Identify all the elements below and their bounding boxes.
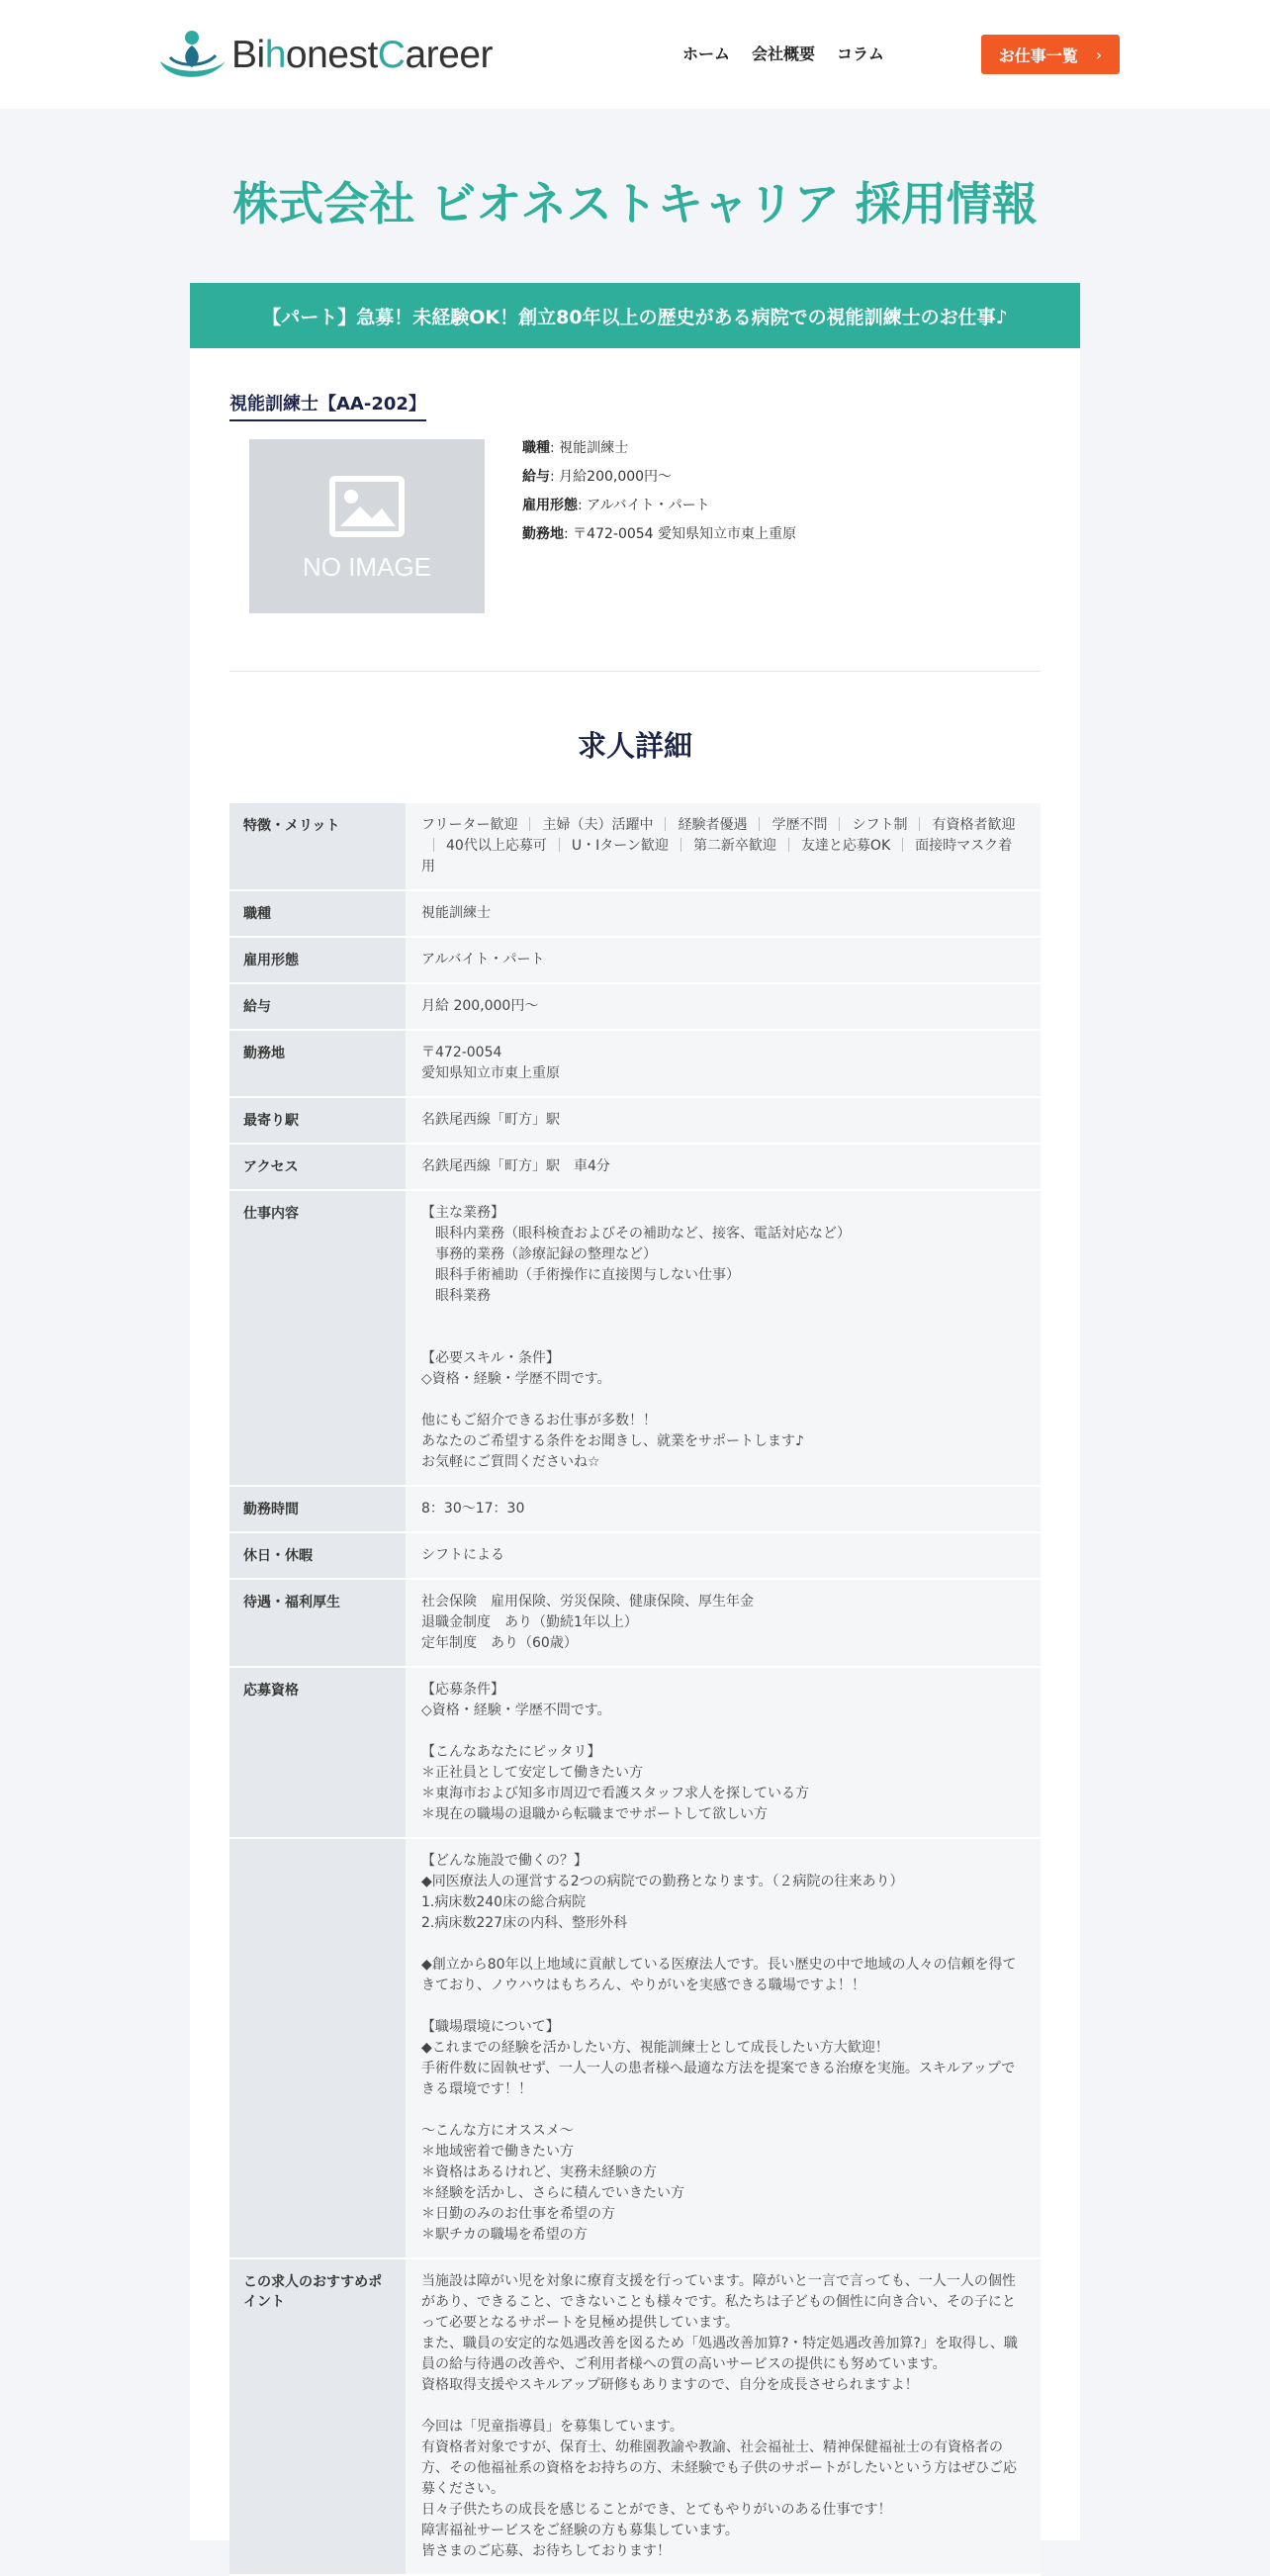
- detail-row: [229, 937, 1041, 983]
- detail-row: [229, 1532, 1041, 1579]
- merit-tag: 学歴不問: [771, 817, 852, 833]
- detail-label: 勤務地: [229, 1030, 406, 1097]
- detail-value: [406, 803, 1041, 890]
- summary-salary: 給与: 月給200,000円〜: [522, 469, 673, 485]
- detail-value: アルバイト・パート: [406, 937, 1041, 983]
- detail-row: [229, 1097, 1041, 1144]
- job-card: [190, 283, 1080, 2559]
- nav-column[interactable]: コラム: [837, 45, 884, 63]
- summary-job-type: 職種: 視能訓練士: [522, 440, 629, 456]
- detail-title: 求人詳細: [577, 729, 692, 763]
- detail-row: [229, 1579, 1041, 1667]
- merit-tag: 友達と応募OK: [801, 838, 915, 854]
- main-nav: [682, 42, 884, 64]
- detail-label: 勤務時間: [229, 1486, 406, 1532]
- merit-tag: フリーター歓迎: [421, 817, 542, 833]
- logo-mark-icon: [156, 28, 227, 83]
- detail-value: 名鉄尾西線「町方」駅 車4分: [406, 1144, 1041, 1190]
- site-header: [0, 0, 1270, 109]
- detail-row: [229, 1838, 1041, 2258]
- merit-tag: 有資格者歓迎: [421, 817, 1015, 854]
- merit-tag: 経験者優遇: [678, 817, 771, 833]
- detail-label: 休日・休暇: [229, 1532, 406, 1579]
- detail-value: 〒472-0054 愛知県知立市東上重原: [406, 1030, 1041, 1097]
- chevron-right-icon: ›: [1095, 45, 1103, 64]
- detail-value: シフトによる: [406, 1532, 1041, 1579]
- merit-tag: 面接時マスク着用: [421, 838, 1013, 874]
- nav-company[interactable]: 会社概要: [752, 45, 816, 63]
- detail-label: 最寄り駅: [229, 1097, 406, 1144]
- detail-row: [229, 983, 1041, 1030]
- detail-label: この求人のおすすめポイント: [229, 2258, 406, 2575]
- job-list-button-label: お仕事一覧: [998, 46, 1078, 65]
- detail-label: 応募資格: [229, 1667, 406, 1838]
- site-logo[interactable]: [156, 28, 498, 83]
- detail-label: 職種: [229, 890, 406, 937]
- detail-value: 月給 200,000円〜: [406, 983, 1041, 1030]
- detail-label: アクセス: [229, 1144, 406, 1190]
- detail-row: [229, 803, 1041, 890]
- nav-home[interactable]: ホーム: [682, 45, 731, 63]
- job-banner[interactable]: 【パート】急募！未経験OK！創立80年以上の歴史がある病院での視能訓練士のお仕事♪: [190, 283, 1080, 348]
- detail-label: 待遇・福利厚生: [229, 1579, 406, 1667]
- merit-tag: 第二新卒歓迎: [693, 838, 801, 854]
- job-summary: [522, 437, 796, 552]
- merit-tag: 主婦（夫）活躍中: [542, 817, 678, 833]
- detail-row: [229, 890, 1041, 937]
- detail-value: 当施設は障がい児を対象に療育支援を行っています。障がいと一言で言っても、一人一人の個性があり、できること、できないことも様々です。私たちは子どもの個性に向き合い、その子にとって必要となるサポートを見極め提供しています。 また、職員の安定的な処遇改善を図るため「処遇改善加算?・特定処遇改善加算?」を取得し、職員の給与待遇の改善や、ご利用者様への質の高いサービスの提供にも努めています。 資格取得支援やスキルアップ研修もありますので、自分を成長させられますよ！ 今回は「児童指導員」を募集しています。 有資格者対象ですが、保育士、幼稚園教諭や教諭、社会福祉士、精神保健福祉士の有資格者の方、その他福祉系の資格をお持ちの方、未経験でも子供のサポートがしたいという方はぜひご応募ください。 日々子供たちの成長を感じることができ、とてもやりがいのある仕事です！ 障害福祉サービスをご経験の方も募集しています。 皆さまのご応募、お待ちしております！: [406, 2258, 1041, 2575]
- job-list-button[interactable]: [981, 35, 1120, 74]
- detail-value: 【主な業務】 眼科内業務（眼科検査およびその補助など、接客、電話対応など） 事務的業務（診療記録の整理など） 眼科手術補助（手術操作に直接関与しない仕事） 眼科業務 【必要スキル・条件】 ◇資格・経験・学歴不問です。 他にもご紹介できるお仕事が多数！！ あなたのご希望する条件をお聞きし、就業をサポートします♪ お気軽にご質問くださいね☆: [406, 1190, 1041, 1486]
- image-placeholder-icon: [249, 439, 485, 613]
- merit-tag: U・Iターン歓迎: [572, 838, 693, 854]
- page-title: 株式会社 ビオネストキャリア 採用情報: [232, 177, 1038, 230]
- summary-location: 勤務地: 〒472-0054 愛知県知立市東上重原: [522, 526, 797, 542]
- no-image-placeholder: [249, 439, 485, 613]
- detail-row: [229, 1144, 1041, 1190]
- divider: [229, 671, 1041, 672]
- merit-tags: [421, 817, 1015, 874]
- logo-wordmark: BihonestCareer: [231, 34, 494, 76]
- detail-row: [229, 1486, 1041, 1532]
- merit-tag: 40代以上応募可: [446, 838, 572, 854]
- detail-value: 8：30～17：30: [406, 1486, 1041, 1532]
- detail-row: [229, 1190, 1041, 1486]
- detail-label: 雇用形態: [229, 937, 406, 983]
- detail-value: 名鉄尾西線「町方」駅: [406, 1097, 1041, 1144]
- detail-label: 給与: [229, 983, 406, 1030]
- detail-row: [229, 2258, 1041, 2575]
- job-code: 視能訓練士【AA-202】: [229, 390, 426, 421]
- job-detail-table: [229, 803, 1041, 2576]
- detail-label: 特徴・メリット: [229, 803, 406, 890]
- detail-value: 視能訓練士: [406, 890, 1041, 937]
- detail-value: 【どんな施設で働くの？】 ◆同医療法人の運営する2つの病院での勤務となります。（２病院の往来あり） 1.病床数240床の総合病院 2.病床数227床の内科、整形外科 ◆創立から80年以上地域に貢献している医療法人です。長い歴史の中で地域の人々の信頼を得てきており、ノウハウはもちろん、やりがいを実感できる職場ですよ！！ 【職場環境について】 ◆これまでの経験を活かしたい方、視能訓練士として成長したい方大歓迎！ 手術件数に固執せず、一人一人の患者様へ最適な方法を提案できる治療を実施。スキルアップできる環境です！！ ～こんな方にオススメ～ ＊地域密着で働きたい方 ＊資格はあるけれど、実務未経験の方 ＊経験を活かし、さらに積んでいきたい方 ＊日勤のみのお仕事を希望の方 ＊駅チカの職場を希望の方: [406, 1838, 1041, 2258]
- summary-employment-type: 雇用形態: アルバイト・パート: [522, 498, 710, 513]
- no-image-text: NO IMAGE: [302, 552, 432, 582]
- detail-value: 社会保険 雇用保険、労災保険、健康保険、厚生年金 退職金制度 あり（勤続1年以上） 定年制度 あり（60歳）: [406, 1579, 1041, 1667]
- merit-tag: シフト制: [852, 817, 932, 833]
- detail-row: [229, 1667, 1041, 1838]
- detail-row: [229, 1030, 1041, 1097]
- detail-value: 【応募条件】 ◇資格・経験・学歴不問です。 【こんなあなたにピッタリ】 ＊正社員として安定して働きたい方 ＊東海市および知多市周辺で看護スタッフ求人を探している方 ＊現在の職場の退職から転職までサポートして欲しい方: [406, 1667, 1041, 1838]
- detail-label: [229, 1838, 406, 2258]
- detail-label: 仕事内容: [229, 1190, 406, 1486]
